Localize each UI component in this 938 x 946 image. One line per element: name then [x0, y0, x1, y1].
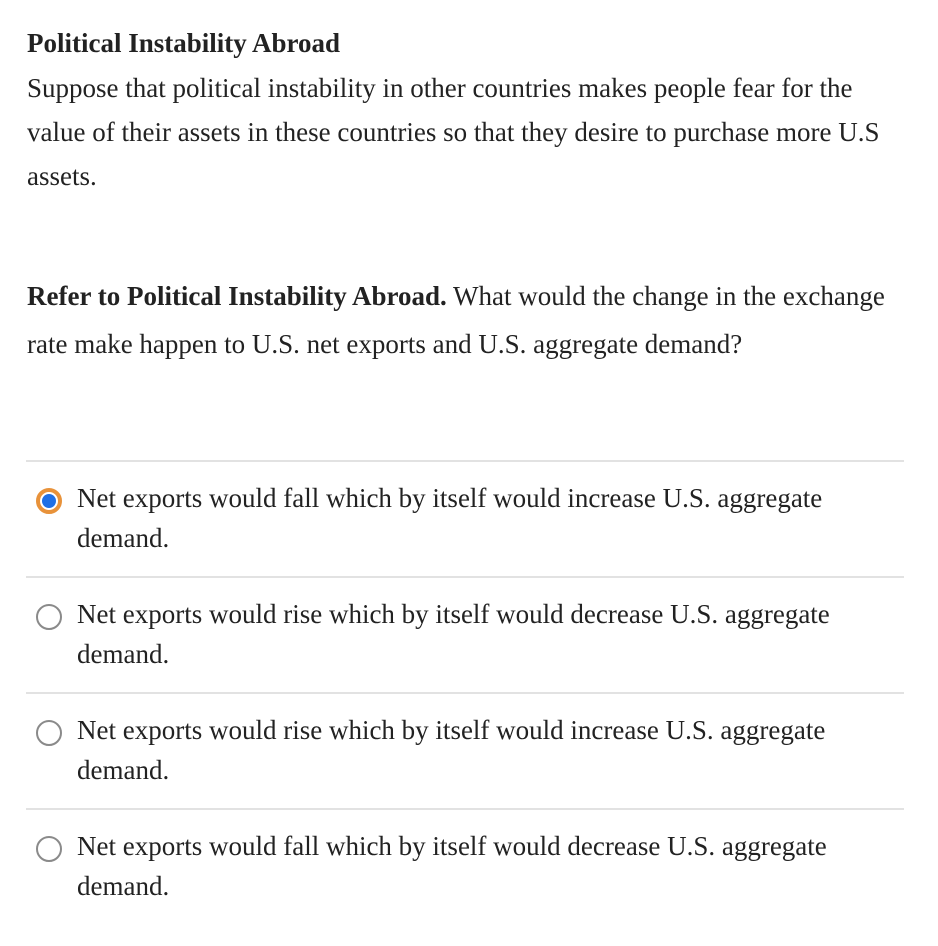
answer-option-label-4: Net exports would fall which by itself would decrease U.S. aggregate demand.: [77, 831, 827, 901]
answer-option-1[interactable]: [26, 460, 904, 576]
question-text: What would the change in the exchange rate make happen to U.S. net exports and U.S. aggregate demand?: [27, 281, 885, 359]
question-reference: Refer to Political Instability Abroad.: [27, 281, 447, 311]
question-prompt: [27, 272, 907, 368]
passage-title: Political Instability Abroad: [27, 28, 341, 58]
radio-button-2[interactable]: [36, 604, 62, 630]
radio-button-4[interactable]: [36, 836, 62, 862]
radio-button-1[interactable]: [36, 488, 62, 514]
passage-body: Suppose that political instability in other countries makes people fear for the value of their assets in these countries so that they desire to purchase more U.S assets.: [27, 73, 880, 191]
answer-option-label-3: Net exports would rise which by itself would increase U.S. aggregate demand.: [77, 715, 826, 785]
answer-option-label-1: Net exports would fall which by itself would increase U.S. aggregate demand.: [77, 483, 823, 553]
answer-option-4[interactable]: [26, 808, 904, 924]
answer-option-2[interactable]: [26, 576, 904, 692]
radio-button-3[interactable]: [36, 720, 62, 746]
answer-options: [26, 460, 904, 924]
answer-option-3[interactable]: [26, 692, 904, 808]
answer-option-label-2: Net exports would rise which by itself would decrease U.S. aggregate demand.: [77, 599, 830, 669]
